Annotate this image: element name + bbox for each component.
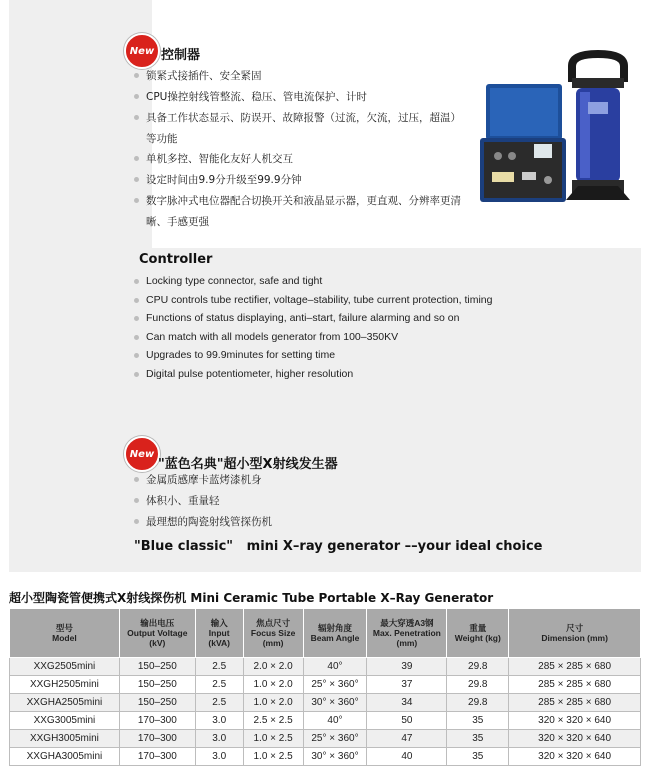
list-item-text: CPU controls tube rectifier, voltage–stability, tube current protection, timing bbox=[146, 293, 493, 306]
column-header bbox=[10, 609, 120, 658]
table-cell: 37 bbox=[367, 676, 447, 694]
list-item-text: Upgrades to 99.9minutes for setting time bbox=[146, 349, 336, 361]
list-item bbox=[134, 108, 464, 149]
table-cell: 34 bbox=[367, 694, 447, 712]
column-header-en: Beam Angle bbox=[310, 633, 360, 643]
bullet-icon bbox=[134, 279, 139, 284]
table-row bbox=[10, 676, 641, 694]
list-item bbox=[134, 512, 464, 533]
spec-table bbox=[9, 608, 641, 766]
bullet-icon bbox=[134, 156, 139, 161]
list-item-text: Functions of status displaying, anti–start, failure alarming and so on bbox=[146, 312, 460, 324]
column-header-zh: 最大穿透A3钢 bbox=[380, 618, 434, 628]
controller-case-image bbox=[478, 82, 568, 206]
column-header bbox=[447, 609, 509, 658]
table-cell: XXGH2505mini bbox=[10, 676, 120, 694]
table-cell: 40 bbox=[367, 748, 447, 766]
table-cell: 3.0 bbox=[195, 748, 243, 766]
list-item-text: CPU操控射线管整流、稳压、管电流保护、计时 bbox=[146, 91, 367, 103]
table-cell: 150–250 bbox=[119, 658, 195, 676]
list-item-text: 锁紧式接插件、安全紧固 bbox=[146, 70, 262, 82]
table-cell: 40° bbox=[303, 658, 367, 676]
list-item-text: Digital pulse potentiometer, higher resolution bbox=[146, 367, 354, 380]
column-header-en: Output Voltage (kV) bbox=[127, 628, 188, 648]
table-row bbox=[10, 694, 641, 712]
list-item bbox=[134, 191, 464, 232]
column-header-zh: 输出电压 bbox=[140, 618, 175, 628]
list-item bbox=[134, 491, 464, 512]
column-header bbox=[303, 609, 367, 658]
list-item-text: 数字脉冲式电位器配合切换开关和液晶显示器，更直观、分辨率更清晰、手感更强 bbox=[146, 195, 461, 228]
table-cell: 285 × 285 × 680 bbox=[509, 676, 641, 694]
list-item-text: Locking type connector, safe and tight bbox=[146, 275, 323, 287]
column-header-en: Model bbox=[52, 633, 77, 643]
table-cell: 40° bbox=[303, 712, 367, 730]
table-cell: 170–300 bbox=[119, 730, 195, 748]
table-cell: 3.0 bbox=[195, 712, 243, 730]
table-cell: 47 bbox=[367, 730, 447, 748]
table-cell: XXG2505mini bbox=[10, 658, 120, 676]
controller-features-en bbox=[134, 272, 554, 383]
generator-title-zh: "蓝色名典"超小型X射线发生器 bbox=[158, 457, 338, 472]
list-item-text: 体积小、重量轻 bbox=[146, 495, 220, 507]
table-cell: XXGHA3005mini bbox=[10, 748, 120, 766]
table-cell: 2.5 × 2.5 bbox=[243, 712, 303, 730]
table-cell: 30° × 360° bbox=[303, 748, 367, 766]
table-cell: 29.8 bbox=[447, 694, 509, 712]
list-item-text: 具备工作状态显示、防误开、故障报警（过流，欠流，过压，超温）等功能 bbox=[146, 112, 461, 145]
table-body bbox=[10, 658, 641, 766]
column-header-en: Max. Penetration (mm) bbox=[372, 628, 441, 648]
table-cell: 39 bbox=[367, 658, 447, 676]
table-cell: 29.8 bbox=[447, 658, 509, 676]
bullet-icon bbox=[134, 73, 139, 78]
spec-table-title: 超小型陶瓷管便携式X射线探伤机 Mini Ceramic Tube Portable X–Ray Generator bbox=[9, 591, 494, 605]
bullet-icon bbox=[134, 94, 139, 99]
table-cell: 285 × 285 × 680 bbox=[509, 658, 641, 676]
column-header-zh: 辐射角度 bbox=[317, 623, 352, 633]
list-item-text: 金属质感摩卡蓝烤漆机身 bbox=[146, 474, 262, 486]
table-cell: 2.5 bbox=[195, 676, 243, 694]
table-cell: 35 bbox=[447, 712, 509, 730]
bullet-icon bbox=[134, 519, 139, 524]
list-item bbox=[134, 170, 464, 191]
table-row bbox=[10, 748, 641, 766]
table-cell: 170–300 bbox=[119, 712, 195, 730]
column-header-zh: 重量 bbox=[469, 623, 487, 633]
generator-title-en: "Blue classic" mini X–ray generator ––your ideal choice bbox=[134, 539, 543, 554]
column-header bbox=[119, 609, 195, 658]
list-item bbox=[134, 346, 554, 365]
table-cell: 25° × 360° bbox=[303, 730, 367, 748]
column-header bbox=[243, 609, 303, 658]
list-item bbox=[134, 365, 554, 384]
table-cell: 150–250 bbox=[119, 694, 195, 712]
list-item bbox=[134, 328, 554, 347]
xray-generator-image bbox=[558, 48, 638, 208]
list-item bbox=[134, 309, 554, 328]
table-cell: XXGH3005mini bbox=[10, 730, 120, 748]
table-cell: XXG3005mini bbox=[10, 712, 120, 730]
bullet-icon bbox=[134, 298, 139, 303]
table-row bbox=[10, 658, 641, 676]
bullet-icon bbox=[134, 477, 139, 482]
list-item bbox=[134, 470, 464, 491]
table-cell: 150–250 bbox=[119, 676, 195, 694]
table-cell: 285 × 285 × 680 bbox=[509, 694, 641, 712]
table-cell: 50 bbox=[367, 712, 447, 730]
bullet-icon bbox=[134, 498, 139, 503]
bullet-icon bbox=[134, 115, 139, 120]
list-item bbox=[134, 66, 464, 87]
column-header bbox=[195, 609, 243, 658]
controller-title-en: Controller bbox=[139, 252, 213, 267]
table-row bbox=[10, 730, 641, 748]
table-cell: 1.0 × 2.5 bbox=[243, 730, 303, 748]
controller-features-zh bbox=[134, 66, 464, 232]
column-header-zh: 尺寸 bbox=[566, 623, 584, 633]
column-header bbox=[509, 609, 641, 658]
column-header-zh: 焦点尺寸 bbox=[256, 618, 291, 628]
list-item bbox=[134, 87, 464, 108]
column-header-en: Weight (kg) bbox=[454, 633, 501, 643]
table-cell: 320 × 320 × 640 bbox=[509, 730, 641, 748]
new-badge-icon: New bbox=[124, 33, 160, 69]
table-cell: 1.0 × 2.0 bbox=[243, 694, 303, 712]
table-cell: 1.0 × 2.0 bbox=[243, 676, 303, 694]
list-item-text: 单机多控、智能化友好人机交互 bbox=[146, 153, 293, 165]
bullet-icon bbox=[134, 335, 139, 340]
list-item-text: 设定时间由9.9分升级至99.9分钟 bbox=[146, 174, 302, 186]
table-cell: 2.5 bbox=[195, 658, 243, 676]
column-header-en: Input (kVA) bbox=[208, 628, 230, 648]
table-header-row bbox=[10, 609, 641, 658]
column-header-zh: 输入 bbox=[210, 618, 228, 628]
list-item-text: 最理想的陶瓷射线管探伤机 bbox=[146, 516, 272, 528]
new-badge-icon: New bbox=[124, 436, 160, 472]
column-header-en: Dimension (mm) bbox=[541, 633, 608, 643]
table-cell: 35 bbox=[447, 748, 509, 766]
table-cell: 2.5 bbox=[195, 694, 243, 712]
list-item bbox=[134, 272, 554, 291]
bullet-icon bbox=[134, 316, 139, 321]
table-cell: 320 × 320 × 640 bbox=[509, 712, 641, 730]
controller-title-zh: 控制器 bbox=[161, 48, 201, 63]
table-row bbox=[10, 712, 641, 730]
bullet-icon bbox=[134, 353, 139, 358]
table-cell: 2.0 × 2.0 bbox=[243, 658, 303, 676]
table-cell: 170–300 bbox=[119, 748, 195, 766]
table-cell: 25° × 360° bbox=[303, 676, 367, 694]
bullet-icon bbox=[134, 372, 139, 377]
list-item-text: Can match with all models generator from 100–350KV bbox=[146, 330, 399, 343]
table-cell: 30° × 360° bbox=[303, 694, 367, 712]
table-cell: XXGHA2505mini bbox=[10, 694, 120, 712]
table-cell: 3.0 bbox=[195, 730, 243, 748]
column-header-zh: 型号 bbox=[55, 623, 73, 633]
column-header-en: Focus Size (mm) bbox=[250, 628, 296, 648]
generator-features-zh bbox=[134, 470, 464, 533]
list-item bbox=[134, 291, 554, 310]
table-cell: 35 bbox=[447, 730, 509, 748]
table-cell: 320 × 320 × 640 bbox=[509, 748, 641, 766]
list-item bbox=[134, 149, 464, 170]
bullet-icon bbox=[134, 177, 139, 182]
bullet-icon bbox=[134, 198, 139, 203]
table-cell: 1.0 × 2.5 bbox=[243, 748, 303, 766]
column-header bbox=[367, 609, 447, 658]
table-cell: 29.8 bbox=[447, 676, 509, 694]
